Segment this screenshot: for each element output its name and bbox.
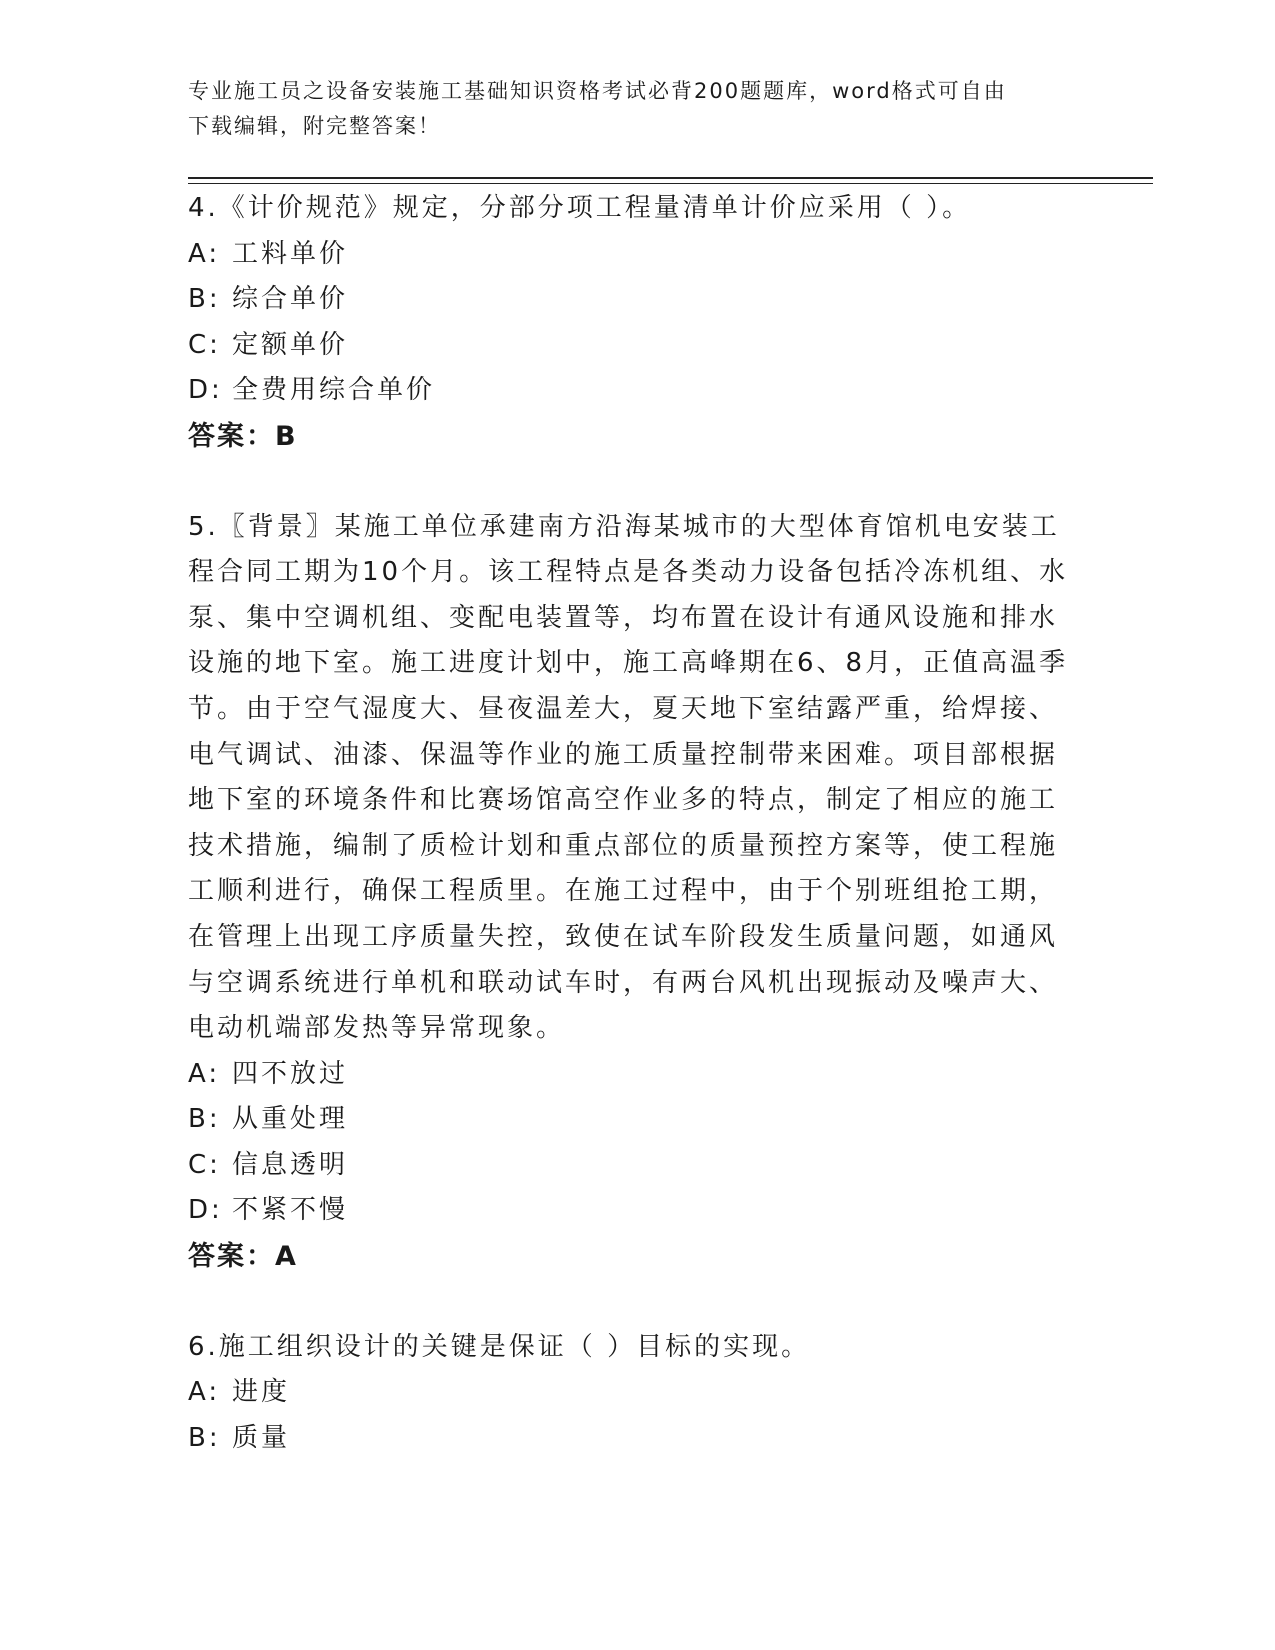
question-4 [188, 186, 1088, 460]
option-text: 四不放过 [232, 1058, 349, 1089]
option-text: 从重处理 [232, 1104, 349, 1135]
question-stem-line: 程合同工期为10个月。该工程特点是各类动力设备包括冷冻机组、水 [188, 557, 1069, 588]
option-d [188, 1188, 1088, 1234]
question-5 [188, 505, 1088, 1280]
option-c [188, 323, 1088, 369]
header-line-1: 专业施工员之设备安装施工基础知识资格考试必背200题题库，word格式可自由 [188, 79, 1007, 103]
question-stem-line: 电动机端部发热等异常现象。 [188, 1013, 566, 1044]
option-letter: B: [188, 1104, 221, 1135]
option-d [188, 368, 1088, 414]
option-b [188, 1416, 1088, 1462]
option-a [188, 1370, 1088, 1416]
option-text: 全费用综合单价 [232, 375, 436, 406]
question-stem-line: 电气调试、油漆、保温等作业的施工质量控制带来困难。项目部根据 [188, 739, 1059, 770]
question-gap [188, 1280, 1088, 1325]
question-stem-line: 泵、集中空调机组、变配电装置等，均布置在设计有通风设施和排水 [188, 602, 1059, 633]
question-list [188, 186, 1088, 1461]
question-stem: 4.《计价规范》规定，分部分项工程量清单计价应采用（ ）。 [188, 193, 972, 223]
header-divider-thick [188, 177, 1153, 179]
question-stem-line: 与空调系统进行单机和联动试车时，有两台风机出现振动及噪声大、 [188, 967, 1059, 998]
header-divider-thin [188, 183, 1153, 184]
answer-label: 答案：A [188, 1241, 298, 1273]
option-text: 定额单价 [232, 329, 349, 360]
option-letter: A: [188, 1058, 221, 1089]
option-text: 综合单价 [232, 284, 349, 315]
option-c [188, 1143, 1088, 1189]
answer-label: 答案：B [188, 420, 298, 452]
option-letter: C: [188, 1149, 221, 1180]
question-stem-line: 地下室的环境条件和比赛场馆高空作业多的特点，制定了相应的施工 [188, 785, 1059, 816]
option-letter: A: [188, 1377, 221, 1408]
option-letter: B: [188, 1422, 221, 1453]
question-stem-line: 5.〖背景〗某施工单位承建南方沿海某城市的大型体育馆机电安装工 [188, 511, 1060, 542]
option-a [188, 232, 1088, 278]
option-text: 不紧不慢 [232, 1195, 349, 1226]
option-text: 质量 [232, 1422, 291, 1453]
option-a [188, 1052, 1088, 1098]
question-stem: 6.施工组织设计的关键是保证（ ）目标的实现。 [188, 1331, 811, 1362]
option-text: 进度 [232, 1377, 291, 1408]
option-text: 工料单价 [232, 238, 349, 269]
option-letter: C: [188, 329, 221, 360]
question-stem-line: 工顺利进行，确保工程质里。在施工过程中，由于个别班组抢工期， [188, 876, 1059, 907]
question-6 [188, 1325, 1088, 1462]
header-line-2: 下载编辑，附完整答案！ [188, 114, 441, 138]
question-stem-line: 技术措施，编制了质检计划和重点部位的质量预控方案等，使工程施 [188, 830, 1059, 861]
option-letter: D: [188, 1195, 223, 1226]
question-gap [188, 460, 1088, 505]
document-header [188, 74, 1068, 144]
option-b [188, 1097, 1088, 1143]
option-letter: A: [188, 238, 221, 269]
question-stem-line: 设施的地下室。施工进度计划中，施工高峰期在6、8月，正值高温季 [188, 648, 1069, 679]
option-b [188, 277, 1088, 323]
option-letter: D: [188, 375, 223, 406]
question-stem-line: 节。由于空气湿度大、昼夜温差大，夏天地下室结露严重，给焊接、 [188, 693, 1059, 724]
option-text: 信息透明 [232, 1149, 349, 1180]
question-stem-line: 在管理上出现工序质量失控，致使在试车阶段发生质量问题，如通风 [188, 921, 1059, 952]
option-letter: B: [188, 284, 221, 315]
